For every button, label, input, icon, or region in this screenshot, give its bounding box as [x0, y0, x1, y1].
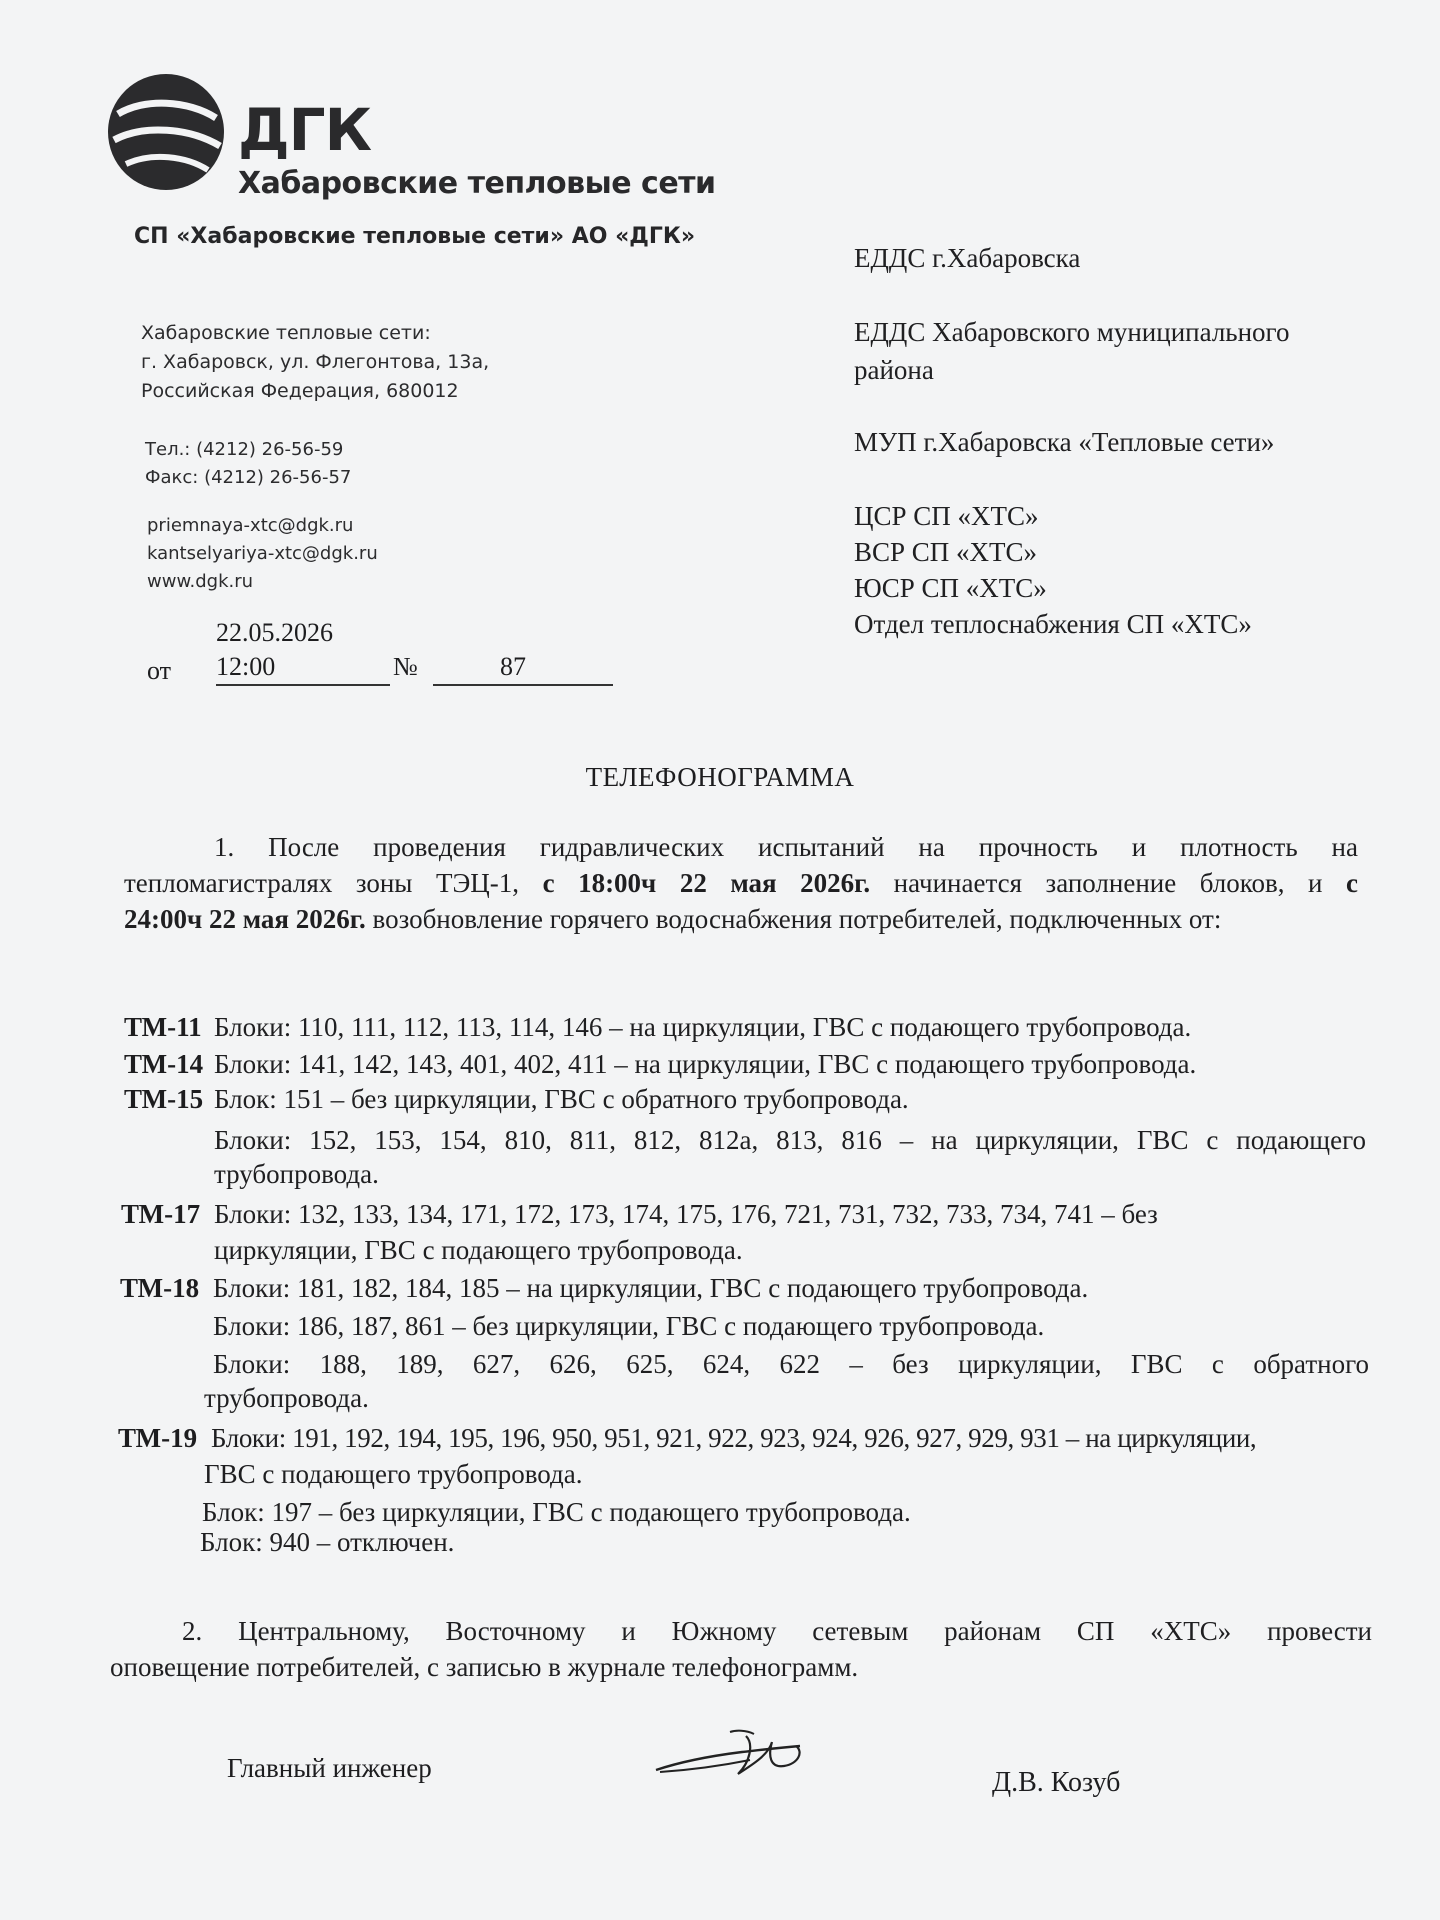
email-line: kantselyariya-xtc@dgk.ru — [147, 543, 378, 564]
tm-label: ТМ-14 — [124, 1049, 204, 1079]
organization-name: СП «Хабаровские тепловые сети» АО «ДГК» — [134, 224, 696, 249]
tm-row: трубопровода. — [204, 1383, 369, 1413]
time-underline — [216, 684, 390, 686]
tm-row: Блок: 940 – отключен. — [200, 1527, 455, 1557]
tm-row: трубопровода. — [214, 1159, 379, 1189]
number-underline — [433, 684, 613, 686]
address-line: Российская Федерация, 680012 — [141, 380, 459, 402]
logo-subtitle: Хабаровские тепловые сети — [238, 166, 716, 201]
recipient: МУП г.Хабаровска «Тепловые сети» — [854, 427, 1275, 457]
tm-row: ГВС с подающего трубопровода. — [204, 1459, 583, 1489]
recipient: ЕДДС Хабаровского муниципального — [854, 317, 1290, 347]
signer-role: Главный инженер — [227, 1753, 432, 1783]
paragraph-2-line: оповещение потребителей, с записью в журнале телефонограмм. — [110, 1652, 859, 1682]
paragraph-2-line: 2. Центральному, Восточному и Южному сетевым районам СП «ХТС» провести — [182, 1616, 1372, 1646]
tm-row: Блоки: 186, 187, 861 – без циркуляции, ГВС с подающего трубопровода. — [213, 1311, 1045, 1341]
recipient: ЦСР СП «ХТС» — [854, 501, 1039, 531]
sender-phones — [145, 436, 351, 492]
paragraph-1-line: 1. После проведения гидравлических испытаний на прочность и плотность на — [214, 832, 1358, 862]
tm-row: Блок: 197 – без циркуляции, ГВС с подающего трубопровода. — [202, 1497, 911, 1527]
from-label: от — [147, 656, 172, 685]
document-time: 12:00 — [216, 652, 276, 681]
recipient: ЕДДС г.Хабаровска — [854, 243, 1081, 273]
tm-label: ТМ-15 — [124, 1084, 204, 1114]
recipient: Отдел теплоснабжения СП «ХТС» — [854, 609, 1252, 639]
signer-name: Д.В. Козуб — [992, 1767, 1121, 1798]
text-span: тепломагистралях зоны ТЭЦ-1, — [124, 868, 543, 898]
dgk-logo-icon — [104, 70, 228, 194]
paragraph-1-line — [124, 866, 1358, 901]
text-span: возобновление горячего водоснабжения потребителей, подключенных от: — [365, 904, 1222, 934]
logo-text: ДГК — [238, 96, 372, 164]
website-line: www.dgk.ru — [147, 571, 254, 592]
document-title: ТЕЛЕФОНОГРАММА — [585, 762, 855, 792]
tm-label: ТМ-18 — [120, 1273, 200, 1303]
tm-row: Блоки: 132, 133, 134, 171, 172, 173, 174, 175, 176, 721, 731, 732, 733, 734, 741 – без — [214, 1199, 1158, 1229]
recipient: ВСР СП «ХТС» — [854, 537, 1038, 567]
paragraph-1-line — [124, 902, 1358, 937]
bold-span: с — [1346, 868, 1359, 898]
tm-label: ТМ-11 — [124, 1012, 202, 1042]
tm-row: Блоки: 181, 182, 184, 185 – на циркуляции, ГВС с подающего трубопровода. — [213, 1273, 1089, 1303]
number-label: № — [393, 652, 418, 681]
tm-row: Блок: 151 – без циркуляции, ГВС с обратного трубопровода. — [214, 1084, 909, 1114]
tm-label: ТМ-19 — [118, 1423, 198, 1453]
fax-line: Факс: (4212) 26-56-57 — [145, 467, 352, 488]
document-number: 87 — [500, 652, 526, 681]
tm-row: Блоки: 191, 192, 194, 195, 196, 950, 951, 921, 922, 923, 924, 926, 927, 929, 931 – на циркуляции, — [211, 1423, 1257, 1453]
tm-row: циркуляции, ГВС с подающего трубопровода. — [214, 1235, 743, 1265]
tm-label: ТМ-17 — [121, 1199, 201, 1229]
address-line: г. Хабаровск, ул. Флегонтова, 13а, — [141, 351, 490, 373]
sender-web — [147, 512, 378, 596]
tm-row: Блоки: 110, 111, 112, 113, 114, 146 – на циркуляции, ГВС с подающего трубопровода. — [214, 1012, 1192, 1042]
recipient: ЮСР СП «ХТС» — [854, 573, 1047, 603]
tm-row: Блоки: 141, 142, 143, 401, 402, 411 – на циркуляции, ГВС с подающего трубопровода. — [214, 1049, 1197, 1079]
tm-row: Блоки: 152, 153, 154, 810, 811, 812, 812а, 813, 816 – на циркуляции, ГВС с подающего — [214, 1125, 1366, 1155]
bold-span: с 18:00ч 22 мая 2026г. — [542, 868, 871, 898]
address-line: Хабаровские тепловые сети: — [141, 322, 431, 344]
phone-line: Тел.: (4212) 26-56-59 — [145, 439, 344, 460]
document-date: 22.05.2026 — [216, 618, 333, 647]
sender-address — [141, 319, 489, 406]
email-line: priemnaya-xtc@dgk.ru — [147, 515, 354, 536]
recipient: района — [854, 355, 934, 385]
text-span: начинается заполнение блоков, и — [870, 868, 1347, 898]
tm-row: Блоки: 188, 189, 627, 626, 625, 624, 622 – без циркуляции, ГВС с обратного — [213, 1349, 1369, 1379]
bold-span: 24:00ч 22 мая 2026г. — [124, 904, 366, 934]
handwritten-signature — [650, 1726, 810, 1782]
